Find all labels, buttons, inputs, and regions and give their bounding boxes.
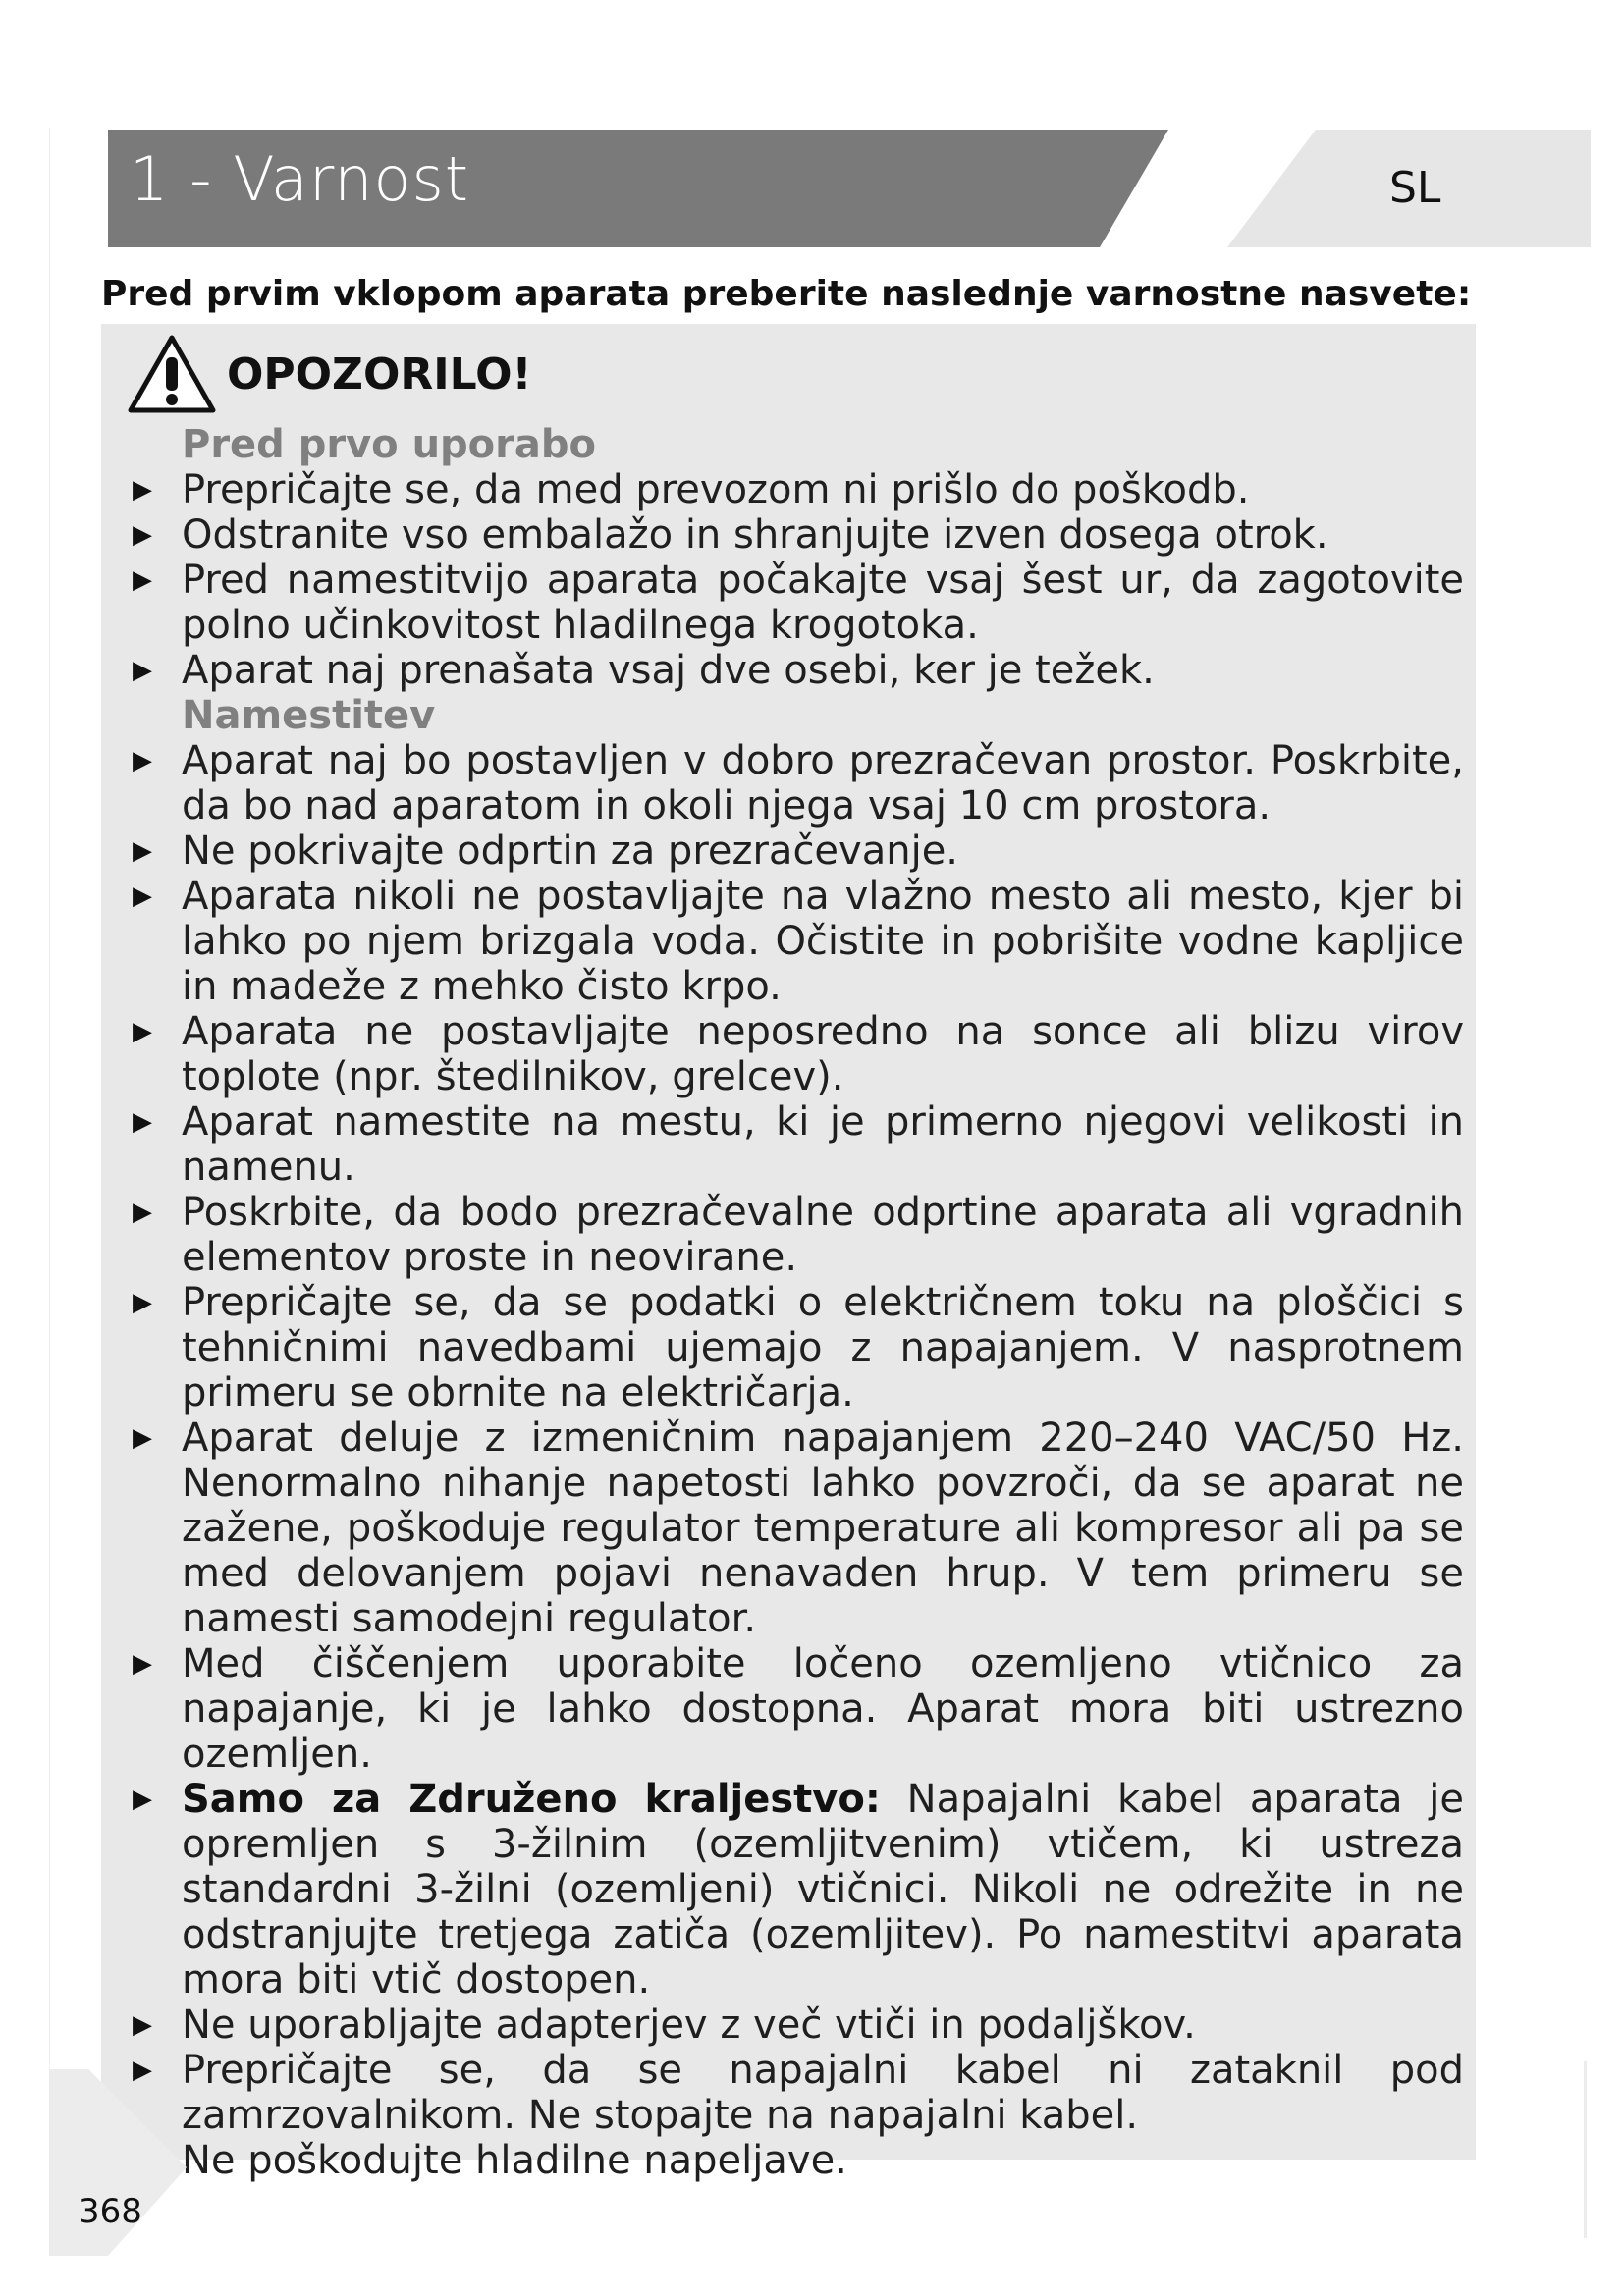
safety-content bbox=[129, 422, 1464, 2183]
bullet-arrow-icon: ▶ bbox=[133, 520, 152, 550]
bullet-arrow-icon: ▶ bbox=[133, 1198, 152, 1227]
bullet-arrow-icon: ▶ bbox=[133, 2010, 152, 2040]
list-item-uk: ▶ Samo za Združeno kraljestvo: Napajalni kabel aparata je opremljen s 3-žilnim (ozemljitvenim) vtičem, ki ustreza standardni 3-žilni (ozemljeni) vtičnici. Nikoli ne odrežite in ne odstranjujte tretjega zatiča (ozemljitev). Po namestitvi aparata mora biti vtič dostopen. bbox=[133, 1777, 1464, 2002]
list-item: ▶ Prepričajte se, da med prevozom ni prišlo do poškodb. bbox=[133, 467, 1250, 512]
list-item: ▶ Ne pokrivajte odprtin za prezračevanje. bbox=[133, 828, 959, 874]
page-number: 368 bbox=[79, 2192, 142, 2231]
language-code: SL bbox=[1389, 163, 1441, 213]
bullet-arrow-icon: ▶ bbox=[133, 1423, 152, 1453]
bullet-arrow-icon: ▶ bbox=[133, 1649, 152, 1679]
list-item: ▶ Ne uporabljajte adapterjev z več vtiči in podaljškov. bbox=[133, 2002, 1196, 2048]
warning-triangle-icon bbox=[127, 334, 217, 414]
warning-title: OPOZORILO! bbox=[227, 349, 532, 400]
list-item: ▶ Odstranite vso embalažo in shranjujte izven dosega otrok. bbox=[133, 512, 1328, 558]
bullet-arrow-icon: ▶ bbox=[133, 475, 152, 505]
chapter-header-banner bbox=[108, 128, 1591, 247]
list-item: ▶ Aparat namestite na mestu, ki je primerno njegovi velikosti in namenu. bbox=[133, 1099, 1464, 1190]
list-item: ▶ Pred namestitvijo aparata počakajte vsaj šest ur, da zagotovite polno učinkovitost hladilnega krogotoka. bbox=[133, 558, 1464, 648]
bullet-arrow-icon: ▶ bbox=[133, 1288, 152, 1317]
intro-text: Pred prvim vklopom aparata preberite naslednje varnostne nasvete: bbox=[101, 274, 1472, 314]
list-item: ▶ Prepričajte se, da se podatki o električnem toku na ploščici s tehničnimi navedbami ujemajo z napajanjem. V nasprotnem primeru se obrnite na električarja. bbox=[133, 1280, 1464, 1415]
list-item: ▶ Prepričajte se, da se napajalni kabel ni zataknil pod zamrzovalnikom. Ne stopajte na napajalni kabel. bbox=[133, 2048, 1464, 2138]
page-title: 1 - Varnost bbox=[130, 143, 470, 215]
warning-panel bbox=[101, 324, 1476, 2183]
list-item: ▶ Aparat naj bo postavljen v dobro prezračevan prostor. Poskrbite, da bo nad aparatom in okoli njega vsaj 10 cm prostora. bbox=[133, 738, 1464, 828]
bullet-arrow-icon: ▶ bbox=[133, 836, 152, 866]
uk-label: Samo za Združeno kraljestvo: bbox=[182, 1777, 881, 1822]
list-item: Ne poškodujte hladilne napeljave. bbox=[129, 2138, 1464, 2183]
list-item: ▶ Med čiščenjem uporabite ločeno ozemljeno vtičnico za napajanje, ki je lahko dostopna. Aparat mora biti ustrezno ozemljen. bbox=[133, 1641, 1464, 1777]
bullet-arrow-icon: ▶ bbox=[133, 1017, 152, 1046]
bullet-arrow-icon: ▶ bbox=[133, 656, 152, 685]
section-heading-first-use: Pred prvo uporabo bbox=[182, 422, 596, 467]
bullet-arrow-icon: ▶ bbox=[133, 881, 152, 911]
list-item: ▶ Aparata ne postavljajte neposredno na sonce ali blizu virov toplote (npr. štedilnikov, grelcev). bbox=[133, 1009, 1464, 1099]
bullet-arrow-icon: ▶ bbox=[133, 1785, 152, 1814]
page-edge-line bbox=[49, 128, 50, 2238]
list-item: ▶ Aparata nikoli ne postavljajte na vlažno mesto ali mesto, kjer bi lahko po njem brizgala voda. Očistite in pobrišite vodne kapljice in madeže z mehko čisto krpo. bbox=[133, 874, 1464, 1009]
bullet-arrow-icon: ▶ bbox=[133, 1107, 152, 1137]
list-item: ▶ Poskrbite, da bodo prezračevalne odprtine aparata ali vgradnih elementov proste in neovirane. bbox=[133, 1190, 1464, 1280]
list-item: ▶ Aparat deluje z izmeničnim napajanjem 220–240 VAC/50 Hz. Nenormalno nihanje napetosti lahko povzroči, da se aparat ne zažene, poškoduje regulator temperature ali kompresor ali pa se med delovanjem pojavi nenavaden hrup. V tem primeru se namesti samodejni regulator. bbox=[133, 1415, 1464, 1641]
page-edge-line-right bbox=[1584, 2061, 1587, 2238]
list-item: ▶ Aparat naj prenašata vsaj dve osebi, ker je težek. bbox=[133, 648, 1155, 693]
bullet-arrow-icon: ▶ bbox=[133, 2056, 152, 2085]
bullet-arrow-icon: ▶ bbox=[133, 565, 152, 595]
bullet-arrow-icon: ▶ bbox=[133, 746, 152, 775]
section-heading-installation: Namestitev bbox=[182, 693, 436, 738]
